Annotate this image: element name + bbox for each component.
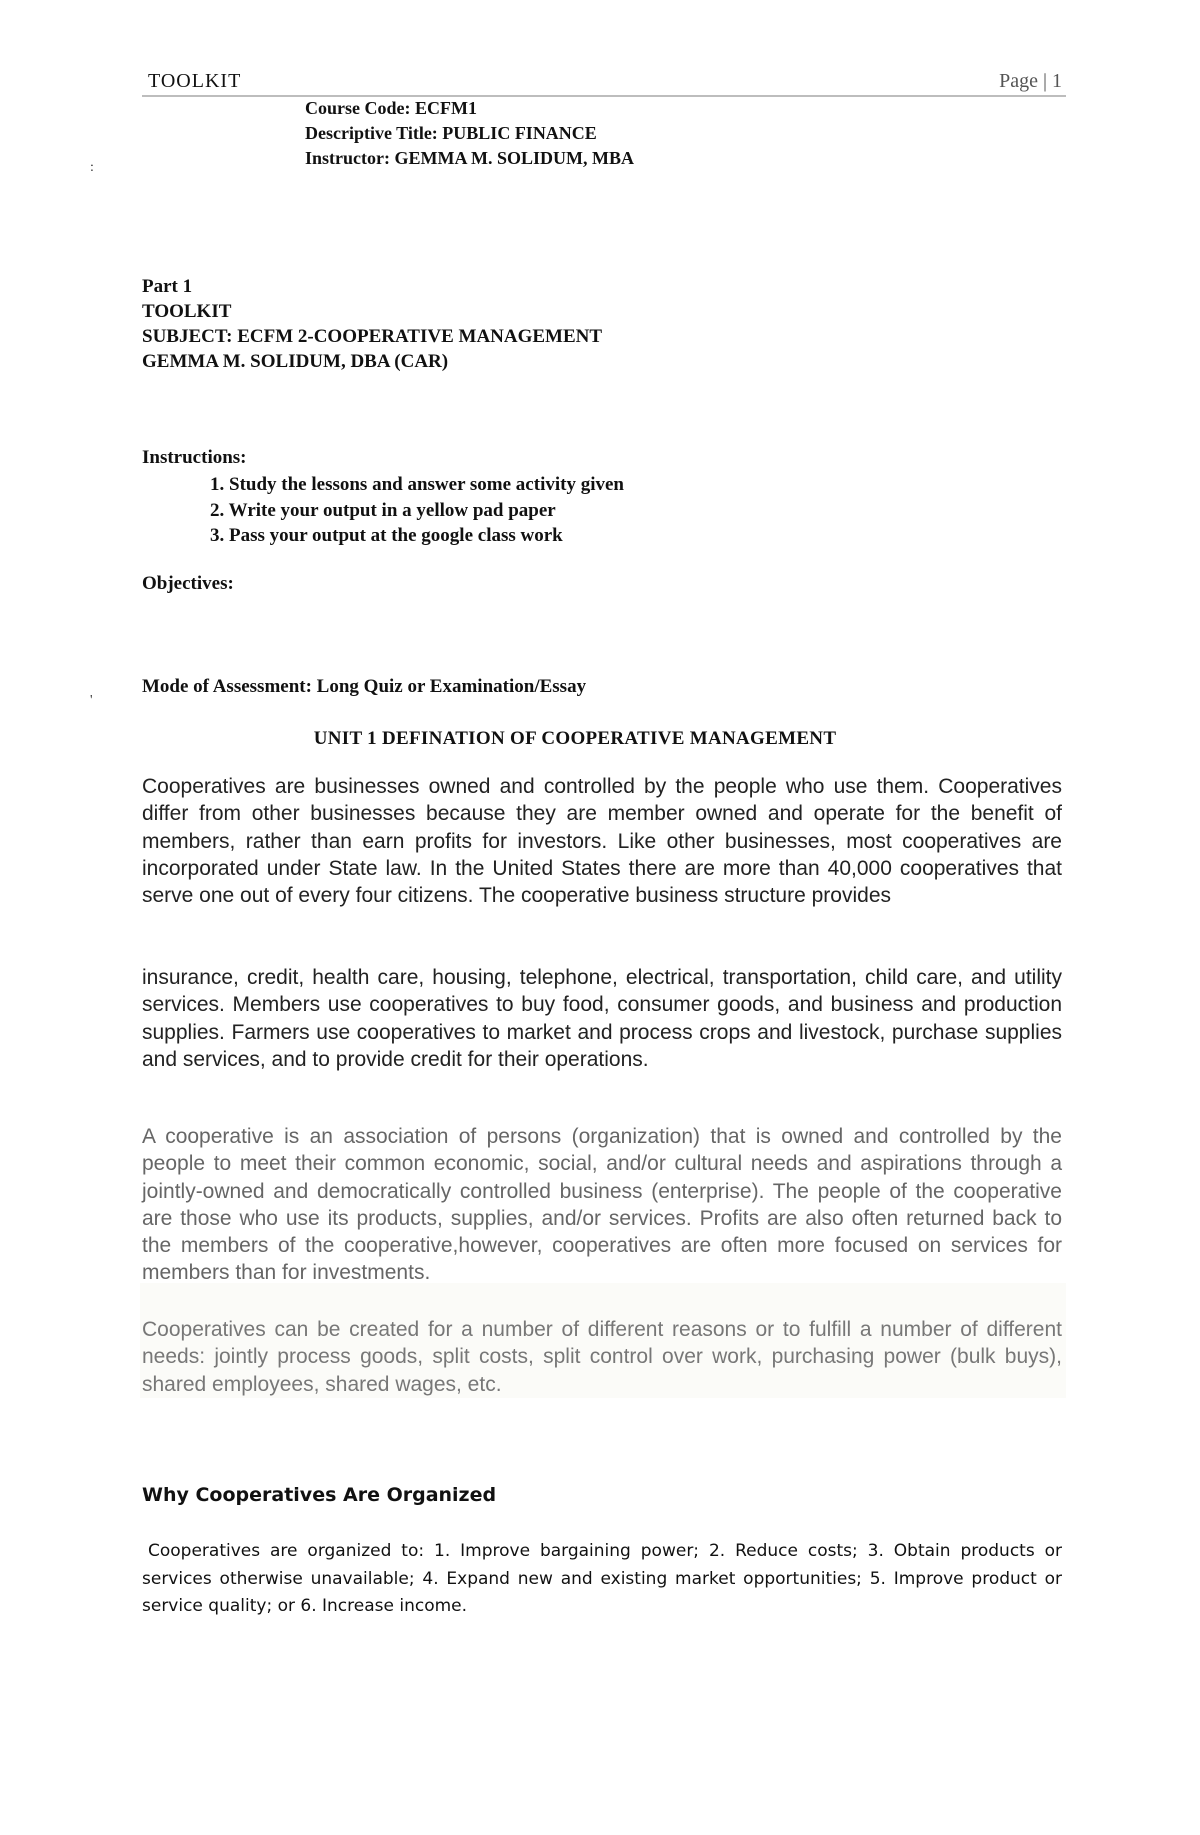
part-block: [142, 274, 602, 374]
instructions-heading: Instructions:: [142, 447, 247, 468]
part-label: Part 1: [142, 276, 193, 297]
part-subject: SUBJECT: ECFM 2-COOPERATIVE MANAGEMENT: [142, 326, 603, 347]
stray-mark: ': [90, 693, 93, 708]
instructions-list: [210, 472, 624, 549]
course-title: Descriptive Title: PUBLIC FINANCE: [305, 123, 597, 143]
paragraph: Cooperatives can be created for a number of different reasons or to fulfill a number of different needs: jointly process goods, split costs, split control over work, purchasing power (bulk buys), shared employees, shared wages, etc.: [142, 1318, 1062, 1396]
paragraph: insurance, credit, health care, housing, telephone, electrical, transportation, child care, and utility services. Members use cooperatives to buy food, consumer goods, and business and production supplies. Farmers use cooperatives to market and process crops and livestock, purchase supplies and services, and to provide credit for their operations.: [142, 966, 1062, 1071]
list-item: 1. Study the lessons and answer some activity given: [210, 474, 624, 495]
paragraph: Cooperatives are businesses owned and controlled by the people who use them. Cooperatives differ from other businesses because they are member owned and operate for the benefit of members, rather than earn profits for investors. Like other businesses, most cooperatives are incorporated under State law. In the United States there are more than 40,000 cooperatives that serve one out of every four citizens. The cooperative business structure provides: [142, 775, 1062, 908]
why-heading: Why Cooperatives Are Organized: [142, 1484, 497, 1506]
objectives-heading: Objectives:: [142, 573, 234, 594]
assessment-mode: Mode of Assessment: Long Quiz or Examination/Essay: [142, 676, 587, 697]
part-author: GEMMA M. SOLIDUM, DBA (CAR): [142, 351, 449, 372]
part-toolkit: TOOLKIT: [142, 301, 232, 322]
page-number: Page | 1: [999, 70, 1062, 92]
course-code: Course Code: ECFM1: [305, 98, 477, 118]
unit-title: UNIT 1 DEFINATION OF COOPERATIVE MANAGEMENT: [313, 728, 837, 749]
course-instructor: Instructor: GEMMA M. SOLIDUM, MBA: [305, 148, 634, 168]
header-toolkit-label: TOOLKIT: [148, 70, 242, 92]
list-item: 3. Pass your output at the google class work: [210, 525, 563, 546]
stray-mark: :: [90, 160, 94, 175]
why-paragraph: Cooperatives are organized to: 1. Improve bargaining power; 2. Reduce costs; 3. Obtain products or services otherwise unavailable; 4. Expand new and existing market opportunities; 5. Improve product or service quality; or 6. Increase income.: [142, 1541, 1062, 1616]
course-info: [305, 96, 634, 171]
paragraph: A cooperative is an association of persons (organization) that is owned and controlled by the people to meet their common economic, social, and/or cultural needs and aspirations through a jointly-owned and democratically controlled business (enterprise). The people of the cooperative are those who use its products, supplies, and/or services. Profits are also often returned back to the members of the cooperative,however, cooperatives are often more focused on services for members than for investments.: [142, 1125, 1062, 1285]
list-item: 2. Write your output in a yellow pad paper: [210, 499, 556, 521]
